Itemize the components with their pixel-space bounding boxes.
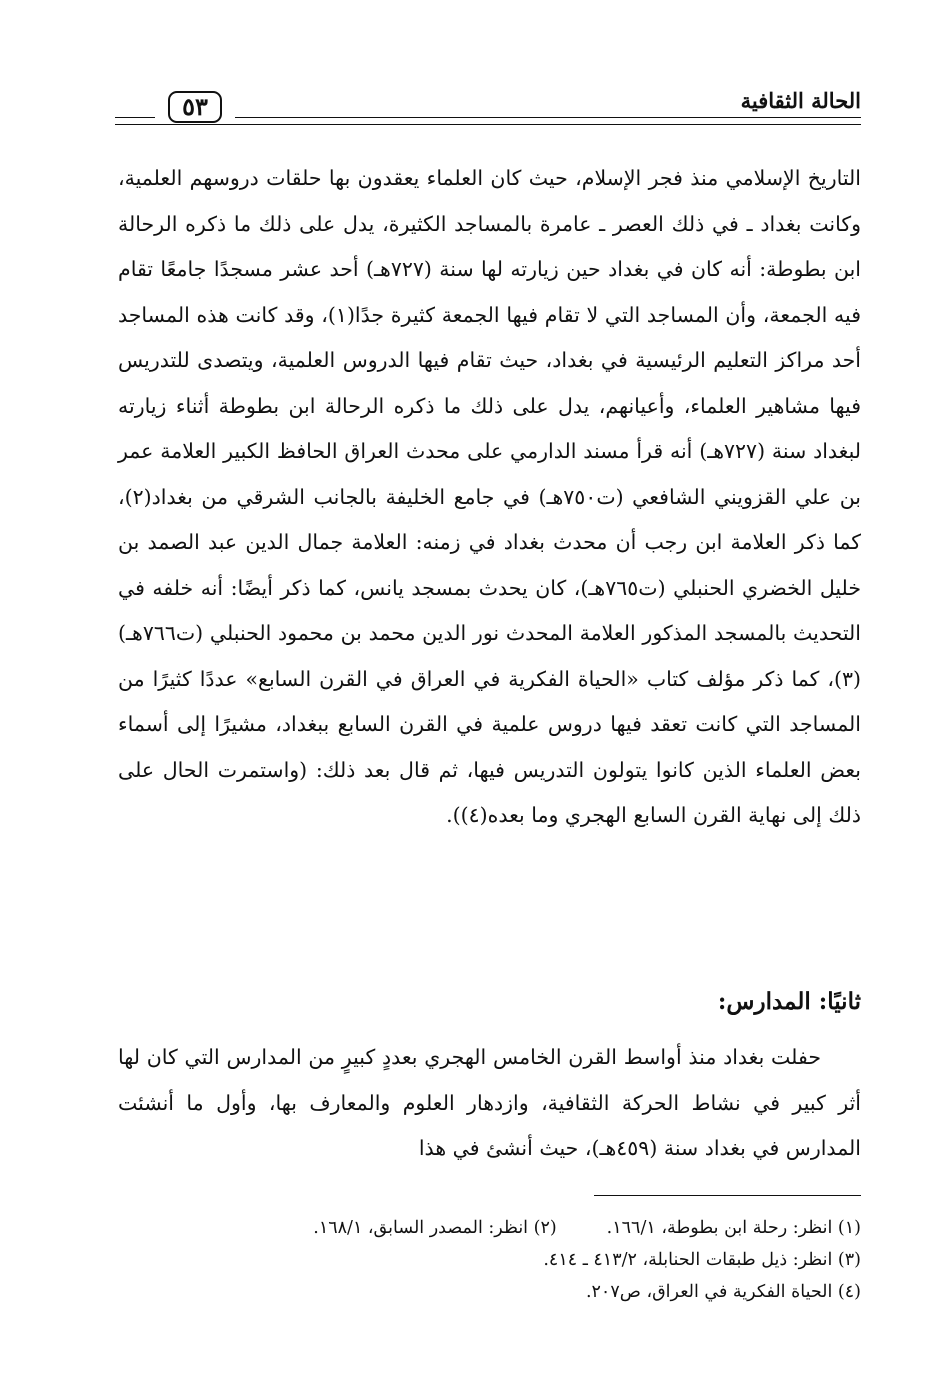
footnote-row [101,1244,861,1276]
body-text-section1 [118,156,861,839]
paragraph: التاريخ الإسلامي منذ فجر الإسلام، حيث كان العلماء يعقدون بها حلقات دروسهم العلمية، وكانت بغداد ـ في ذلك العصر ـ عامرة بالمساجد الكثيرة، يدل على ذلك ما ذكره الرحالة ابن بطوطة: أنه كان في بغداد حين زيارته لها سنة (٧٢٧هـ) أحد عشر مسجدًا جامعًا تقام فيه الجمعة، وأن المساجد التي لا تقام فيها الجمعة كثيرة جدًا(١)، وقد كانت هذه المساجد أحد مراكز التعليم الرئيسية في بغداد، حيث تقام فيها الدروس العلمية، ويتصدى للتدريس فيها مشاهير العلماء، وأعيانهم، يدل على ذلك ما ذكره الرحالة ابن بطوطة أثناء زيارته لبغداد سنة (٧٢٧هـ) أنه قرأ مسند الدارمي على محدث العراق الحافظ الكبير العلامة عمر بن علي القزويني الشافعي (ت٧٥٠هـ) في جامع الخليفة بالجانب الشرقي من بغداد(٢)، كما ذكر العلامة ابن رجب أن محدث بغداد في زمنه: العلامة جمال الدين عبد الصمد بن خليل الخضري الحنبلي (ت٧٦٥هـ)، كان يحدث بمسجد يانس، كما ذكر أيضًا: أنه خلفه في التحديث بالمسجد المذكور العلامة المحدث نور الدين محمد بن محمود الحنبلي (ت٧٦٦هـ)(٣)، كما ذكر مؤلف كتاب «الحياة الفكرية في العراق في القرن السابع» عددًا كثيرًا من المساجد التي كانت تعقد فيها دروس علمية في القرن السابع ببغداد، مشيرًا إلى أسماء بعض العلماء الذين كانوا يتولون التدريس فيها، ثم قال بعد ذلك: (واستمرت الحال على ذلك إلى نهاية القرن السابع الهجري وما بعده(٤)). [118,166,862,827]
footnotes [101,1212,861,1308]
footnote-separator [594,1195,861,1196]
footnote: (٣) انظر: ذيل طبقات الحنابلة، ٤١٣/٢ ـ ٤١٤. [543,1250,861,1270]
page-number-frame [155,90,235,124]
page-header [115,80,861,128]
footnote-row [101,1276,861,1308]
footnote: (٢) انظر: المصدر السابق، ١٦٨/١. [313,1218,557,1238]
paragraph: حفلت بغداد منذ أواسط القرن الخامس الهجري بعددٍ كبيرٍ من المدارس التي كان لها أثر كبير في نشاط الحركة الثقافية، وازدهار العلوم والمعارف بها، وأول ما أنشئت المدارس في بغداد سنة (٤٥٩هـ)، حيث أنشئ في هذا [118,1045,861,1160]
running-title: الحالة الثقافية [740,88,861,113]
body-text-section2 [118,1035,861,1172]
footnote-row [101,1212,861,1244]
footnote: (١) انظر: رحلة ابن بطوطة، ١٦٦/١. [606,1218,861,1238]
header-left-rule [115,117,147,125]
footnote: (٤) الحياة الفكرية في العراق، ص٢٠٧. [585,1282,861,1302]
section-heading: ثانيًا: المدارس: [717,988,861,1015]
page-number: ٥٣ [168,91,222,123]
